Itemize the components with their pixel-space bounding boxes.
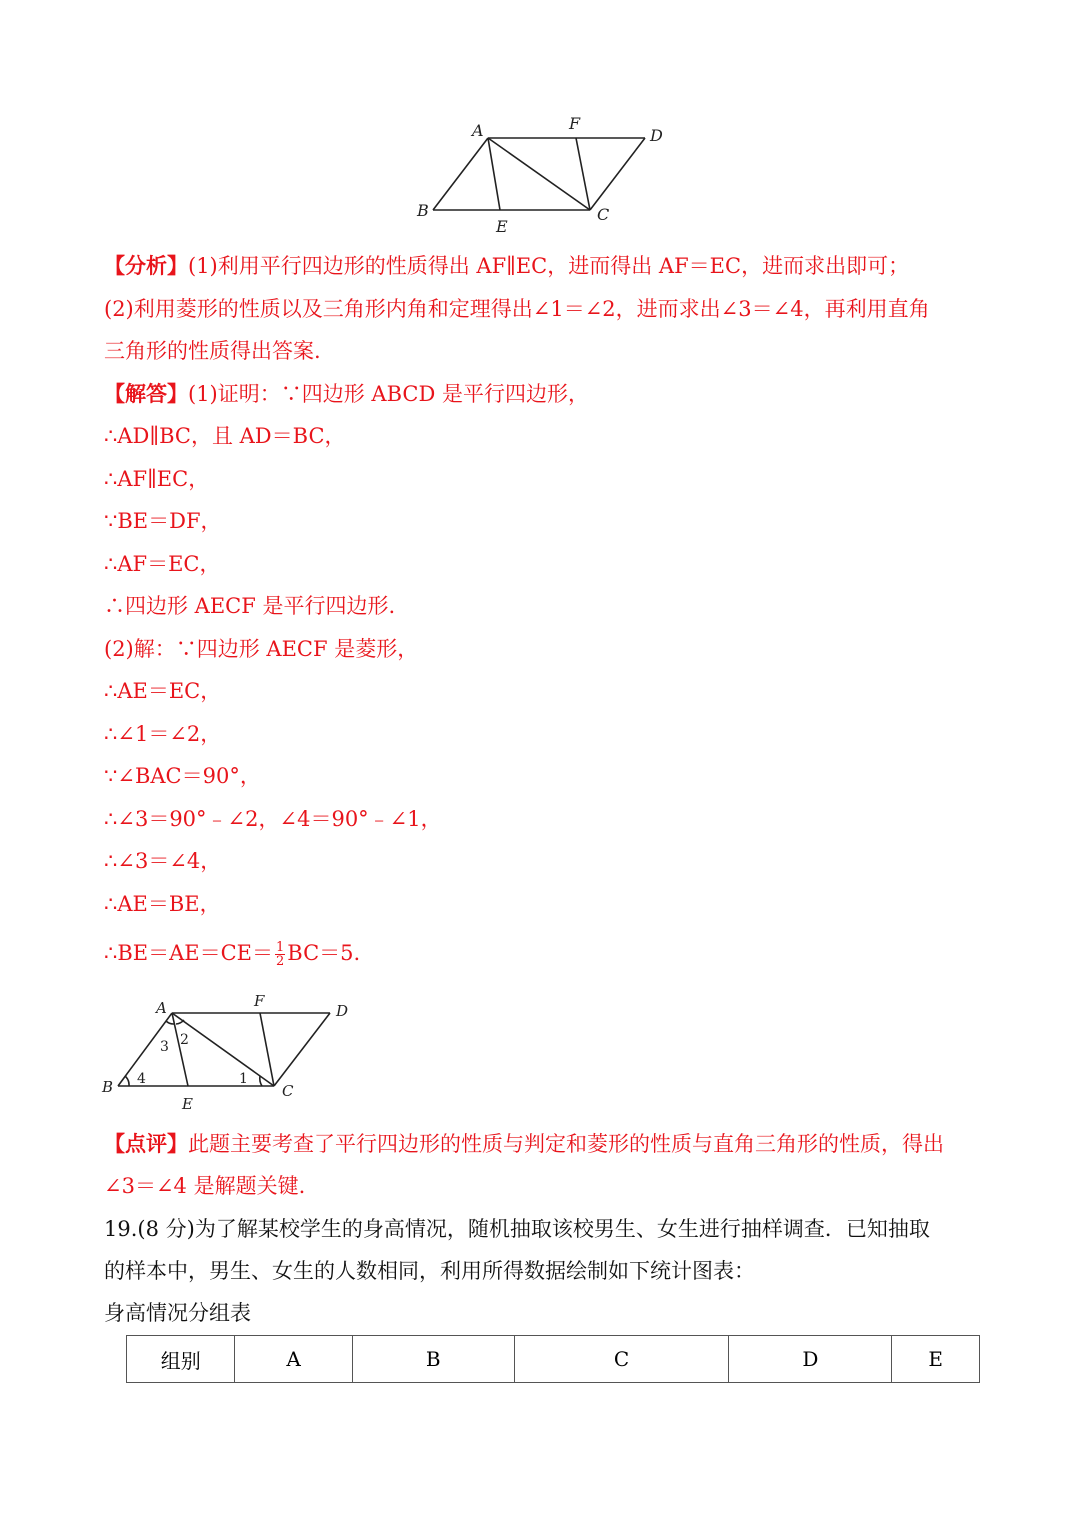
final-prefix: ∴BE＝AE＝CE＝ xyxy=(104,941,274,965)
label-F: F xyxy=(254,992,265,1010)
label-A: A xyxy=(472,121,484,140)
solution-step: ∴∠3＝∠4， xyxy=(104,849,222,873)
label-C: C xyxy=(597,205,610,224)
solution-step: ∵∠BAC＝90°， xyxy=(104,764,261,788)
table-row xyxy=(127,1336,980,1383)
label-E: E xyxy=(496,217,508,236)
table-header-cell: E xyxy=(892,1336,980,1383)
solution-step: (2)解：∵四边形 AECF 是菱形， xyxy=(104,637,419,661)
table-header-cell: D xyxy=(729,1336,892,1383)
parallelogram-figure-2 xyxy=(96,988,366,1118)
solution-line-1 xyxy=(104,379,980,409)
height-group-table xyxy=(126,1335,980,1383)
fraction-one-half xyxy=(275,941,285,968)
solution-step: ∴四边形 AECF 是平行四边形. xyxy=(104,594,396,618)
final-suffix: BC＝5. xyxy=(287,941,361,965)
table-header-cell: A xyxy=(235,1336,352,1383)
table-header-cell: 组别 xyxy=(127,1336,235,1383)
review-line-1 xyxy=(104,1129,980,1159)
solution-step: ∴∠1＝∠2， xyxy=(104,722,222,746)
analysis-line-1 xyxy=(104,251,980,281)
solution-step: ∴AF∥EC， xyxy=(104,467,210,491)
label-B: B xyxy=(417,201,429,220)
angle-3-label: 3 xyxy=(160,1039,169,1055)
solution-first: (1)证明：∵四边形 ABCD 是平行四边形， xyxy=(188,382,589,406)
review-text-1: 此题主要考查了平行四边形的性质与判定和菱形的性质与直角三角形的性质，得出 xyxy=(188,1132,944,1156)
solution-step: ∴AD∥BC，且 AD＝BC， xyxy=(104,424,346,448)
angle-2-label: 2 xyxy=(180,1032,189,1048)
table-title: 身高情况分组表 xyxy=(104,1301,251,1325)
analysis-text-1: (1)利用平行四边形的性质得出 AF∥EC，进而得出 AF＝EC，进而求出即可； xyxy=(188,254,910,278)
label-D: D xyxy=(336,1002,349,1020)
label-C: C xyxy=(282,1082,294,1100)
solution-step: ∴∠3＝90°﹣∠2，∠4＝90°﹣∠1， xyxy=(104,807,442,831)
solution-step: ∵BE＝DF， xyxy=(104,509,222,533)
table-header-cell: C xyxy=(514,1336,729,1383)
label-F: F xyxy=(569,114,581,133)
table-header-cell: B xyxy=(352,1336,514,1383)
analysis-tag: 【分析】 xyxy=(104,253,188,278)
question-19-line-2: 的样本中，男生、女生的人数相同，利用所得数据绘制如下统计图表： xyxy=(104,1259,755,1283)
question-19-line-1: 19.(8 分)为了解某校学生的身高情况，随机抽取该校男生、女生进行抽样调查．已知抽取 xyxy=(104,1217,930,1241)
parallelogram-figure-1 xyxy=(410,112,680,238)
review-tag: 【点评】 xyxy=(104,1131,188,1156)
label-B: B xyxy=(102,1078,114,1096)
angle-1-label: 1 xyxy=(239,1071,248,1087)
fraction-denominator: 2 xyxy=(276,954,285,969)
fraction-numerator: 1 xyxy=(276,940,285,955)
label-D: D xyxy=(650,126,663,145)
label-A: A xyxy=(156,999,167,1017)
solution-step: ∴AF＝EC， xyxy=(104,552,221,576)
analysis-line-2: (2)利用菱形的性质以及三角形内角和定理得出∠1＝∠2，进而求出∠3＝∠4，再利用直角 xyxy=(104,297,930,321)
angle-4-label: 4 xyxy=(137,1071,146,1087)
solution-step: ∴AE＝BE， xyxy=(104,892,221,916)
solution-tag: 【解答】 xyxy=(104,381,188,406)
label-E: E xyxy=(182,1095,193,1113)
review-line-2: ∠3＝∠4 是解题关键. xyxy=(104,1174,306,1198)
analysis-line-3: 三角形的性质得出答案. xyxy=(104,339,321,363)
solution-final-line xyxy=(104,938,980,968)
solution-step: ∴AE＝EC， xyxy=(104,679,222,703)
